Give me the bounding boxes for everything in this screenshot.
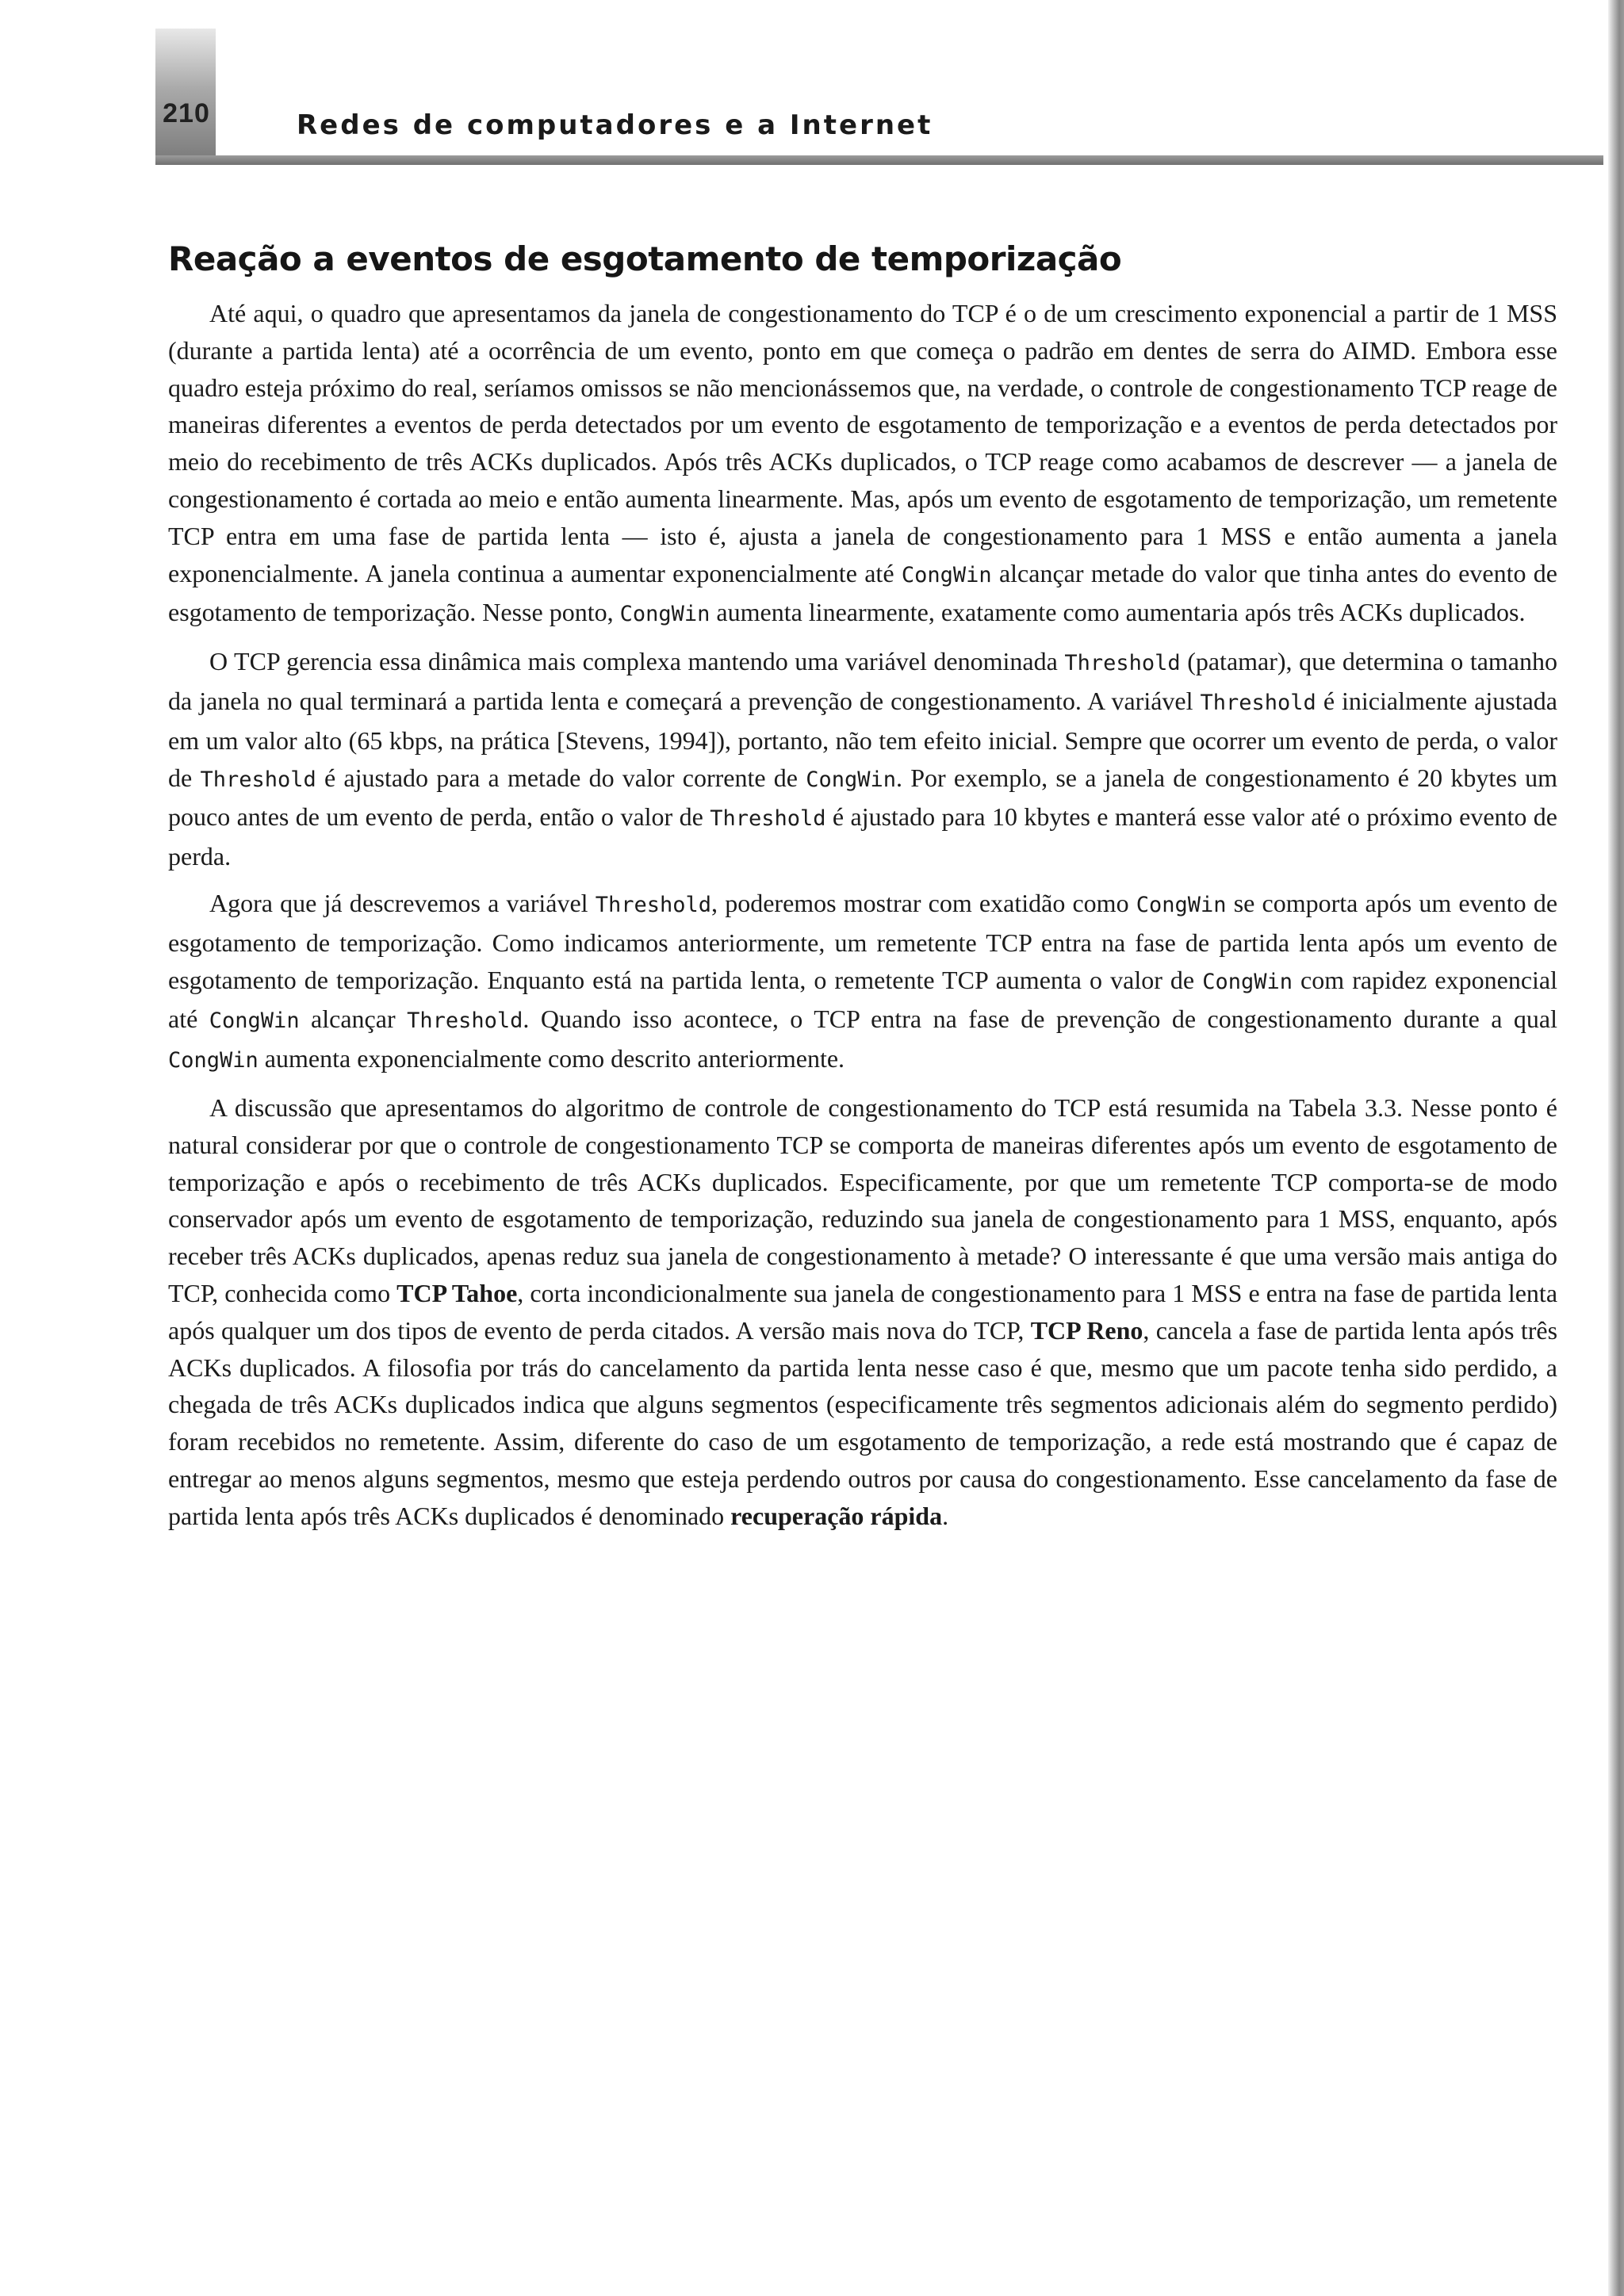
code-threshold: Threshold <box>710 806 826 832</box>
term-tcp-reno: TCP Reno <box>1030 1315 1143 1345</box>
text-run: alcançar metade do valor que tinha antes do evento de esgotamento de temporização. Nesse ponto, <box>168 558 1558 627</box>
paragraph-4 <box>168 1089 1557 1535</box>
text-run: Agora que já descrevemos a variável <box>209 888 596 917</box>
page-number-tab <box>155 29 216 163</box>
text-run: é ajustado para a metade do valor corrente de <box>316 763 806 792</box>
text-run: , corta incondicionalmente sua janela de congestionamento para 1 MSS e entra na fase de partida lenta após qualquer um dos tipos de evento de perda citados. A versão mais nova do TCP, <box>168 1278 1558 1345</box>
text-run: é ajustado para 10 kbytes e manterá esse valor até o próximo evento de perda. <box>168 802 1558 871</box>
paragraph-2 <box>168 643 1557 875</box>
code-congwin: CongWin <box>619 602 710 627</box>
text-run: é inicialmente ajustada em um valor alto (65 kbps, na prática [Stevens, 1994]), portanto, não tem efeito inicial. Sempre que ocorrer um evento de perda, o valor de <box>168 686 1558 792</box>
text-run: , poderemos mostrar com exatidão como <box>711 888 1136 917</box>
code-congwin: CongWin <box>1202 969 1293 994</box>
text-run: . Por exemplo, se a janela de congestionamento é 20 kbytes um pouco antes de um evento de perda, então o valor de <box>168 763 1558 832</box>
code-congwin: CongWin <box>806 767 897 792</box>
paragraph-1 <box>168 295 1557 633</box>
text-run: aumenta exponencialmente como descrito anteriormente. <box>258 1044 845 1073</box>
code-congwin: CongWin <box>901 562 992 587</box>
code-threshold: Threshold <box>1064 651 1181 676</box>
paragraph-3 <box>168 885 1557 1080</box>
header-rule <box>155 155 1603 165</box>
page-number: 210 <box>163 98 210 128</box>
code-threshold: Threshold <box>1200 690 1316 715</box>
text-run: . <box>942 1501 949 1530</box>
term-tcp-tahoe: TCP Tahoe <box>396 1278 518 1307</box>
page-content <box>168 238 1557 1544</box>
text-run: A discussão que apresentamos do algoritmo de controle de congestionamento do TCP está resumida na Tabela 3.3. Nesse ponto é natural considerar por que o controle de congestionamento TCP se comporta de maneiras diferentes após um evento de esgotamento de temporização e após o recebimento de três ACKs duplicados. Especificamente, por que um remetente TCP comporta-se de modo conservador após um evento de esgotamento de temporização, reduzindo sua janela de congestionamento para 1 MSS, enquanto, após receber três ACKs duplicados, apenas reduz sua janela de congestionamento à metade? O interessante é que uma versão mais antiga do TCP, conhecida como <box>168 1093 1557 1307</box>
text-run: O TCP gerencia essa dinâmica mais complexa mantendo uma variável denominada <box>209 647 1065 676</box>
text-run: . Quando isso acontece, o TCP entra na fase de prevenção de congestionamento durante a qual <box>523 1004 1558 1034</box>
text-run: , cancela a fase de partida lenta após três ACKs duplicados. A filosofia por trás do cancelamento da partida lenta nesse caso é que, mesmo que um pacote tenha sido perdido, a chegada de três ACKs duplicados indica que alguns segmentos (especificamente três segmentos adicionais além do segmento perdido) foram recebidos no remetente. Assim, diferente do caso de um esgotamento de temporização, a rede está mostrando que é capaz de entregar ao menos alguns segmentos, mesmo que esteja perdendo outros por causa do congestionamento. Esse cancelamento da fase de partida lenta após três ACKs duplicados é denominado <box>168 1315 1558 1530</box>
page-header <box>0 0 1624 166</box>
text-run: Até aqui, o quadro que apresentamos da janela de congestionamento do TCP é o de um crescimento exponencial a partir de 1 MSS (durante a partida lenta) até a ocorrência de um evento, ponto em que começa o padrão em dentes de serra do AIMD. Embora esse quadro esteja próximo do real, seríamos omissos se não mencionássemos que, na verdade, o controle de congestionamento TCP reage de maneiras diferentes a eventos de perda detectados por um evento de esgotamento de temporização e a eventos de perda detectados por meio do recebimento de três ACKs duplicados. Após três ACKs duplicados, o TCP reage como acabamos de descrever — a janela de congestionamento é cortada ao meio e então aumenta linearmente. Mas, após um evento de esgotamento de temporização, um remetente TCP entra em uma fase de partida lenta — isto é, ajusta a janela de congestionamento para 1 MSS e então aumenta a janela exponencialmente. A janela continua a aumentar exponencialmente até <box>168 299 1557 587</box>
code-congwin: CongWin <box>1136 892 1227 917</box>
text-run: alcançar <box>299 1004 408 1034</box>
code-threshold: Threshold <box>407 1008 523 1034</box>
code-threshold: Threshold <box>595 892 712 917</box>
code-threshold: Threshold <box>200 767 316 792</box>
code-congwin: CongWin <box>168 1048 259 1073</box>
text-run: com rapidez exponencial até <box>168 965 1558 1034</box>
text-run: se comporta após um evento de esgotamento de temporização. Como indicamos anteriormente, um remetente TCP entra na fase de partida lenta após um evento de esgotamento de temporização. Enquanto está na partida lenta, o remetente TCP aumenta o valor de <box>168 888 1558 994</box>
term-fast-recovery: recuperação rápida <box>730 1501 943 1530</box>
code-congwin: CongWin <box>209 1008 300 1034</box>
running-title: Redes de computadores e a Internet <box>297 109 933 141</box>
text-run: (patamar), que determina o tamanho da janela no qual terminará a partida lenta e começará a prevenção de congestionamento. A variável <box>168 647 1558 715</box>
scan-edge-shadow <box>1608 0 1624 2296</box>
section-title: Reação a eventos de esgotamento de temporização <box>168 239 1122 278</box>
text-run: aumenta linearmente, exatamente como aumentaria após três ACKs duplicados. <box>710 598 1526 627</box>
